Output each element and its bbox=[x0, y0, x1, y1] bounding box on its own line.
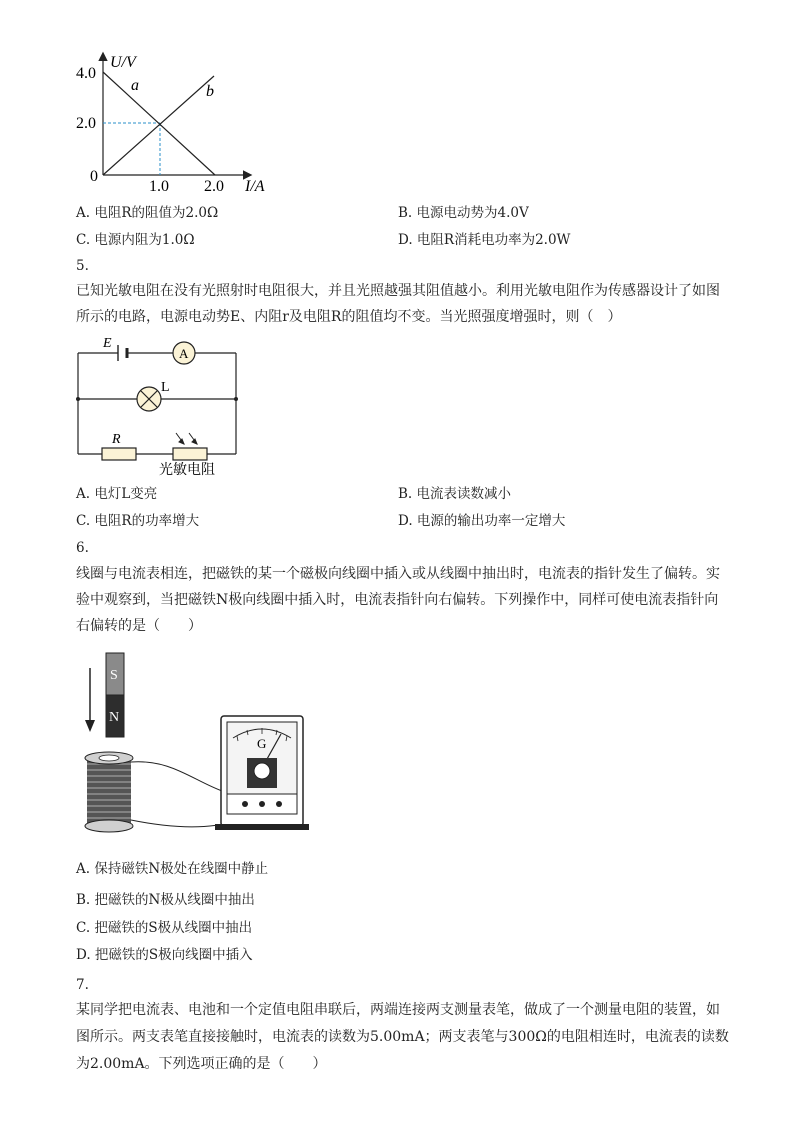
u-i-graph bbox=[70, 48, 290, 198]
magnet-n-label: N bbox=[109, 710, 120, 725]
photoresistor bbox=[173, 448, 207, 460]
q6-option-a[interactable]: A. 保持磁铁N极处在线圈中静止 bbox=[76, 861, 269, 877]
q6-number: 6. bbox=[76, 540, 89, 556]
q7-stem-line1: 某同学把电流表、电池和一个定值电阻串联后，两端连接两支测量表笔，做成了一个测量电阻的装置，如 bbox=[76, 1002, 720, 1018]
magnet-s-label: S bbox=[110, 668, 118, 683]
y-tick-4: 4.0 bbox=[76, 65, 96, 82]
q4-option-b[interactable]: B. 电源电动势为4.0V bbox=[398, 205, 529, 221]
coil bbox=[85, 752, 133, 832]
q7-stem-line3: 为2.00mA。下列选项正确的是（ ） bbox=[76, 1056, 327, 1072]
lamp-label: L bbox=[161, 380, 170, 395]
q5-option-c[interactable]: C. 电阻R的功率增大 bbox=[76, 513, 200, 529]
line-b bbox=[103, 76, 214, 175]
galvanometer bbox=[215, 716, 309, 830]
y-tick-2: 2.0 bbox=[76, 115, 96, 132]
q7-number: 7. bbox=[76, 977, 89, 993]
ammeter-label: A bbox=[179, 346, 189, 361]
q4-option-a[interactable]: A. 电阻R的阻值为2.0Ω bbox=[76, 205, 219, 221]
line-b-label: b bbox=[206, 83, 214, 100]
y-axis-label: U/V bbox=[110, 54, 136, 71]
q4-option-c[interactable]: C. 电源内阻为1.0Ω bbox=[76, 232, 195, 248]
q5-option-a[interactable]: A. 电灯L变亮 bbox=[76, 486, 158, 502]
q5-option-b[interactable]: B. 电流表读数减小 bbox=[398, 486, 512, 502]
x-axis-label: I/A bbox=[245, 178, 265, 195]
galvanometer-label: G bbox=[257, 736, 267, 751]
q5-circuit-diagram bbox=[70, 333, 250, 478]
x-tick-2: 2.0 bbox=[204, 178, 224, 195]
q5-number: 5. bbox=[76, 258, 89, 274]
x-tick-1: 1.0 bbox=[149, 178, 169, 195]
resistor-label: R bbox=[112, 432, 121, 447]
q6-stem-line2: 验中观察到，当把磁铁N极向线圈中插入时，电流表指针向右偏转。下列操作中，同样可使电流表指针向 bbox=[76, 592, 719, 608]
battery-label: E bbox=[103, 336, 112, 351]
q6-induction-figure bbox=[75, 648, 315, 838]
q4-option-d[interactable]: D. 电阻R消耗电功率为2.0W bbox=[398, 232, 571, 248]
q6-stem-line3: 右偏转的是（ ） bbox=[76, 618, 202, 634]
line-a-label: a bbox=[131, 77, 139, 94]
q6-option-b[interactable]: B. 把磁铁的N极从线圈中抽出 bbox=[76, 892, 255, 908]
q7-stem-line2: 图所示。两支表笔直接接触时，电流表的读数为5.00mA；两支表笔与300Ω的电阻相连时，电流表的读数 bbox=[76, 1029, 729, 1045]
q6-stem-line1: 线圈与电流表相连，把磁铁的某一个磁极向线圈中插入或从线圈中抽出时，电流表的指针发生了偏转。实 bbox=[76, 566, 720, 582]
q5-option-d[interactable]: D. 电源的输出功率一定增大 bbox=[398, 513, 566, 529]
resistor-r bbox=[102, 448, 136, 460]
photoresistor-caption: 光敏电阻 bbox=[159, 463, 215, 478]
q5-stem-line2: 所示的电路，电源电动势E、内阻r及电阻R的阻值均不变。当光照强度增强时，则（ ） bbox=[76, 309, 622, 325]
q5-stem-line1: 已知光敏电阻在没有光照射时电阻很大，并且光照越强其阻值越小。利用光敏电阻作为传感器设计了如图 bbox=[76, 283, 720, 299]
q6-option-c[interactable]: C. 把磁铁的S极从线圈中抽出 bbox=[76, 920, 253, 936]
origin-label: 0 bbox=[90, 168, 98, 185]
q6-option-d[interactable]: D. 把磁铁的S极向线圈中插入 bbox=[76, 947, 253, 963]
